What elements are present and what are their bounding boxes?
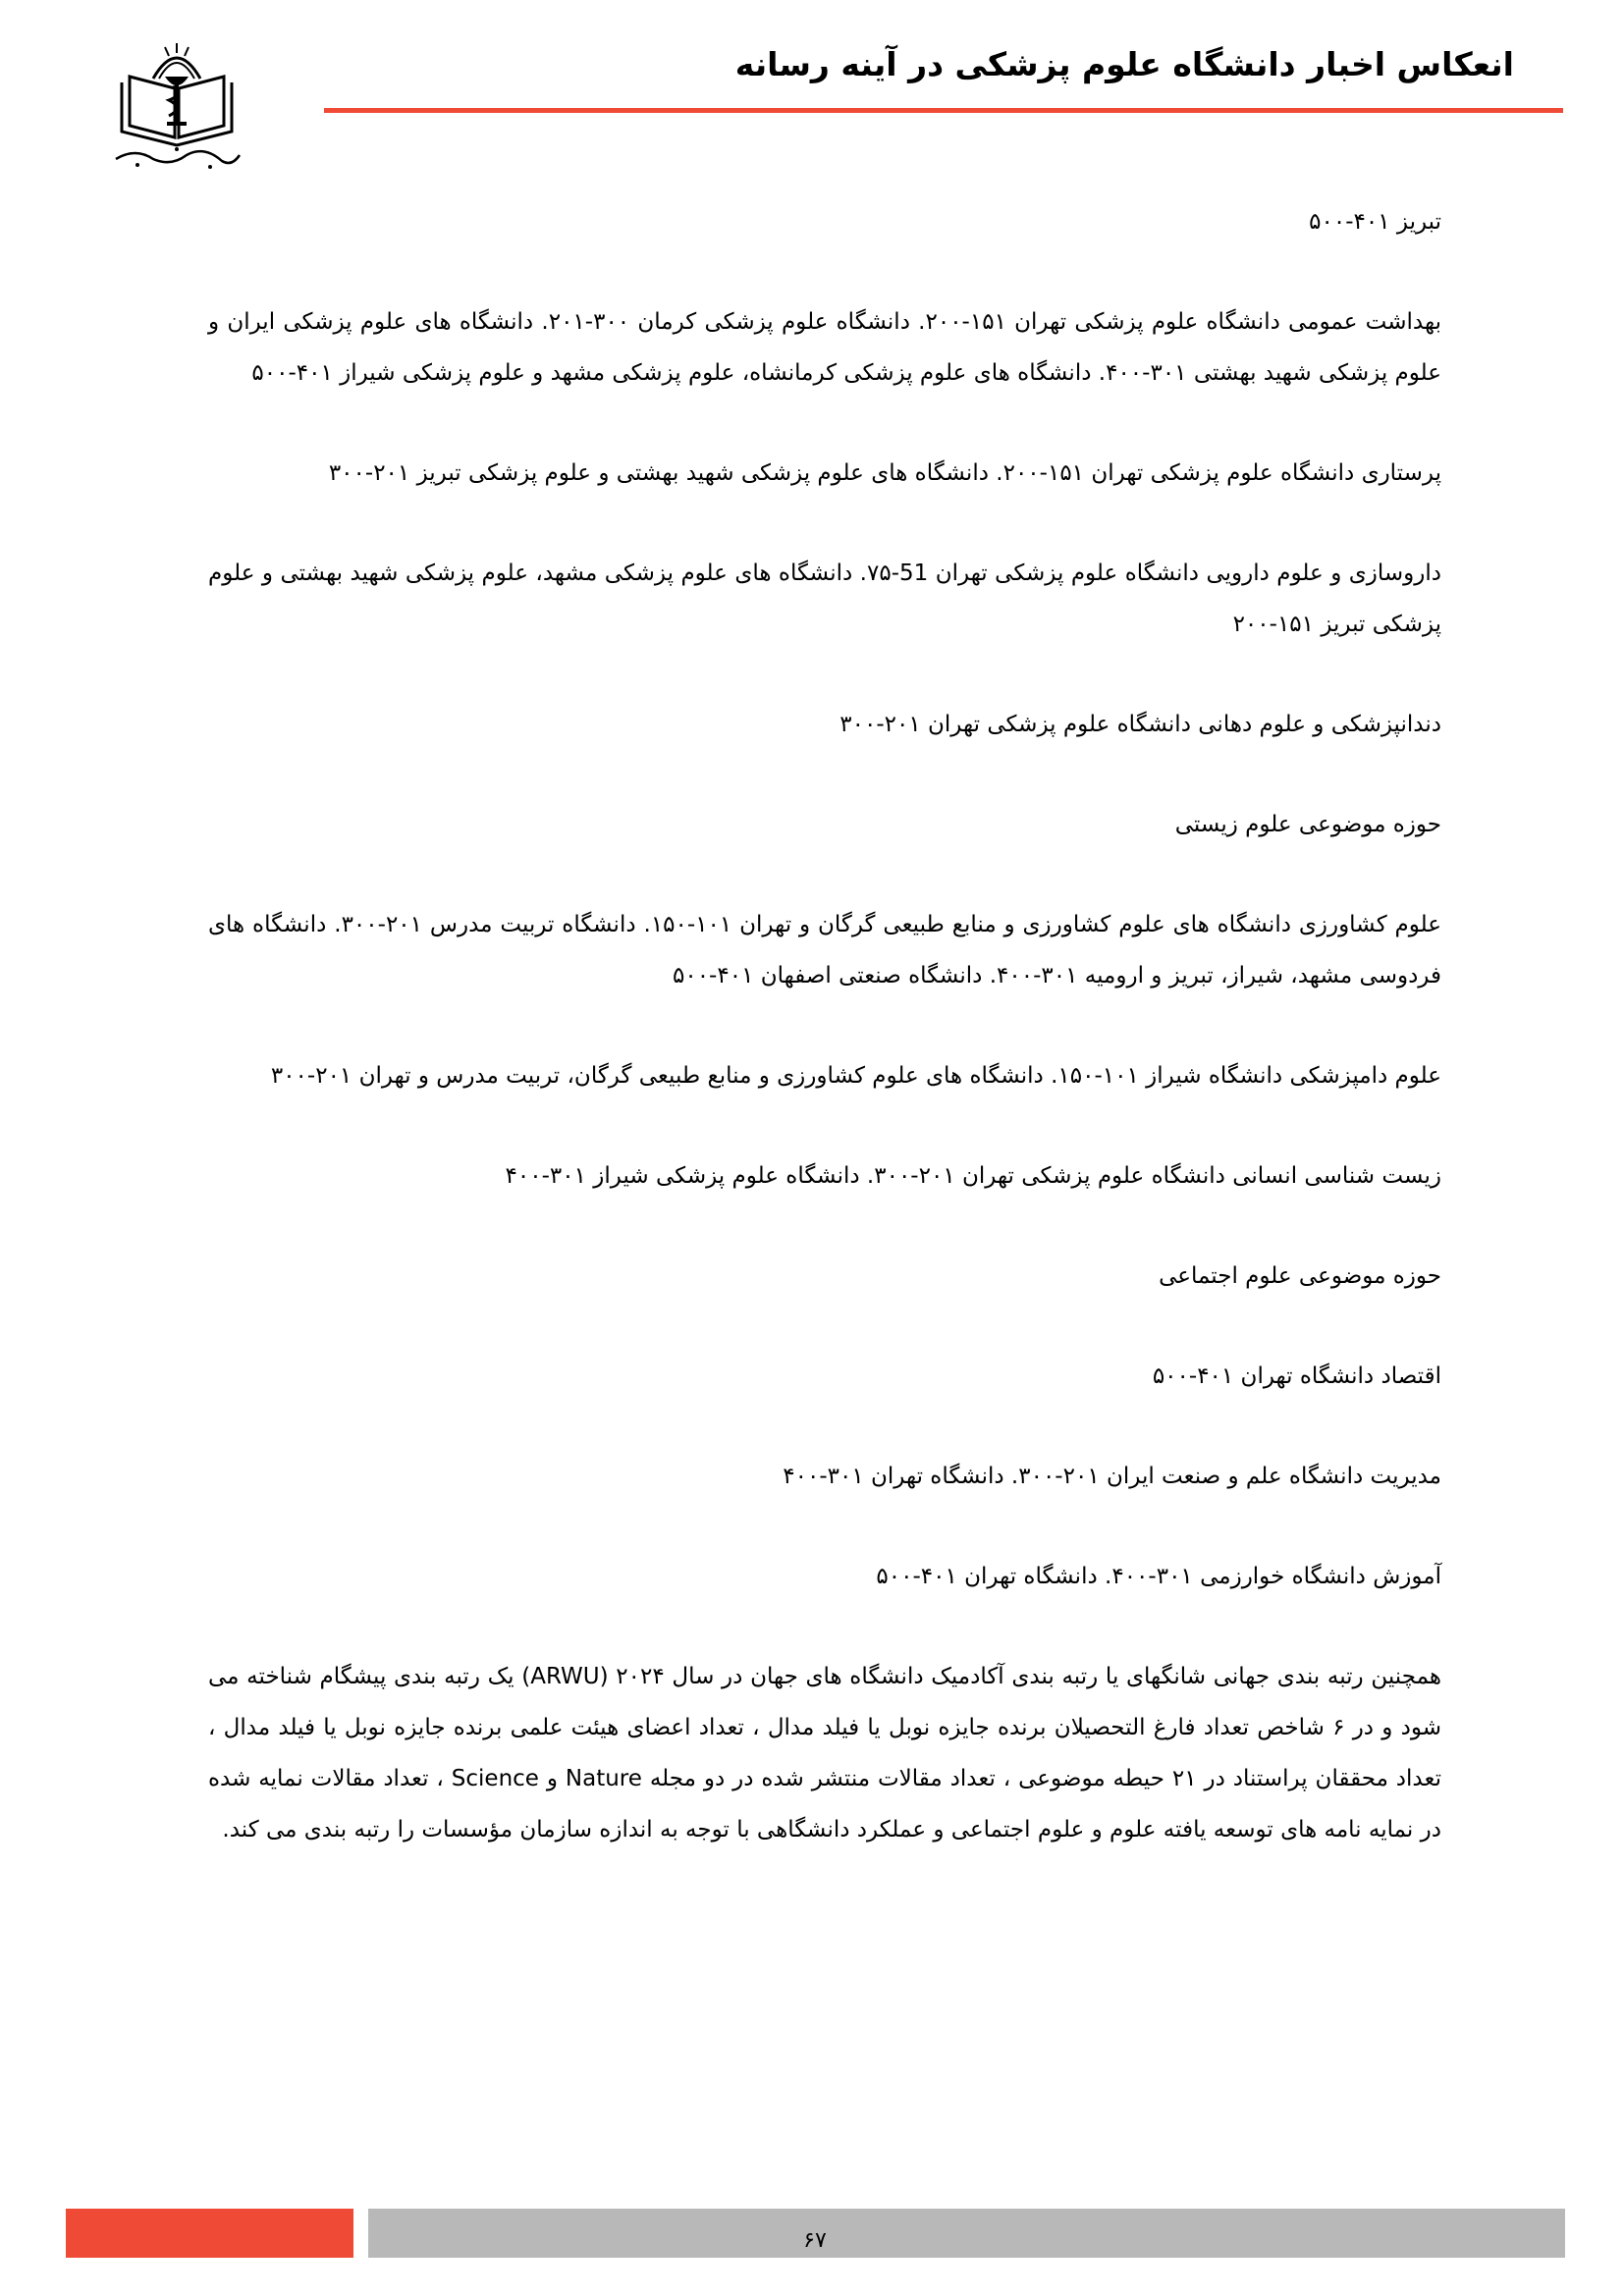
paragraph-human-biology: زیست شناسی انسانی دانشگاه علوم پزشکی تهران ۲۰۱-۳۰۰. دانشگاه علوم پزشکی شیراز ۳۰۱-۴۰۰ <box>505 1163 1441 1189</box>
logo-icon <box>108 39 245 172</box>
paragraph-economics: اقتصاد دانشگاه تهران ۴۰۱-۵۰۰ <box>1152 1363 1441 1389</box>
header-divider <box>324 108 1563 113</box>
paragraph-tabriz-rank: تبریز ۴۰۱-۵۰۰ <box>1309 209 1441 235</box>
paragraph-public-health: بهداشت عمومی دانشگاه علوم پزشکی تهران ۱۵۱-۲۰۰. دانشگاه علوم پزشکی کرمان ۳۰۰-۲۰۱. دانشگاه های علوم پزشکی ایران و علوم پزشکی شهید بهشتی ۳۰۱-۴۰۰. دانشگاه های علوم پزشکی کرمانشاه، علوم پزشکی مشهد و علوم پزشکی شیراز ۴۰۱-۵۰۰ <box>208 309 1441 386</box>
section-heading-life-sciences: حوزه موضوعی علوم زیستی <box>1174 812 1441 837</box>
footer-bar <box>368 2209 1565 2258</box>
paragraph-dentistry: دندانپزشکی و علوم دهانی دانشگاه علوم پزشکی تهران ۲۰۱-۳۰۰ <box>839 712 1441 737</box>
paragraph-management: مدیریت دانشگاه علم و صنعت ایران ۲۰۱-۳۰۰. دانشگاه تهران ۳۰۱-۴۰۰ <box>783 1464 1441 1489</box>
section-heading-social-sciences: حوزه موضوعی علوم اجتماعی <box>1159 1263 1441 1289</box>
footer-accent-bar <box>66 2209 353 2258</box>
document-body <box>208 196 1441 1855</box>
paragraph-veterinary: علوم دامپزشکی دانشگاه شیراز ۱۰۱-۱۵۰. دانشگاه های علوم کشاورزی و منابع طبیعی گرگان، تربیت مدرس و تهران ۲۰۱-۳۰۰ <box>270 1063 1441 1089</box>
paragraph-education: آموزش دانشگاه خوارزمی ۳۰۱-۴۰۰. دانشگاه تهران ۴۰۱-۵۰۰ <box>876 1564 1441 1589</box>
paragraph-agriculture: علوم کشاورزی دانشگاه های علوم کشاورزی و منابع طبیعی گرگان و تهران ۱۰۱-۱۵۰. دانشگاه تربیت مدرس ۲۰۱-۳۰۰. دانشگاه های فردوسی مشهد، شیراز، تبریز و ارومیه ۳۰۱-۴۰۰. دانشگاه صنعتی اصفهان ۴۰۱-۵۰۰ <box>208 912 1442 988</box>
page-number: ۶۷ <box>803 2228 827 2253</box>
paragraph-arwu-description: همچنین رتبه بندی جهانی شانگهای یا رتبه بندی آکادمیک دانشگاه های جهان در سال ۲۰۲۴ (ARWU) یک رتبه بندی پیشگام شناخته می شود و در ۶ شاخص تعداد فارغ التحصیلان برنده جایزه نوبل یا فیلد مدال ، تعداد اعضای هیئت علمی برنده جایزه نوبل یا فیلد مدال ، تعداد محققان پراستناد در ۲۱ حیطه موضوعی ، تعداد مقالات منتشر شده در دو مجله Nature و Science ، تعداد مقالات نمایه شده در نمایه نامه های توسعه یافته علوم و علوم اجتماعی و عملکرد دانشگاهی با توجه به اندازه سازمان مؤسسات را رتبه بندی می کند. <box>208 1664 1442 1842</box>
paragraph-nursing: پرستاری دانشگاه علوم پزشکی تهران ۱۵۱-۲۰۰. دانشگاه های علوم پزشکی شهید بهشتی و علوم پزشکی تبریز ۲۰۱-۳۰۰ <box>328 460 1441 486</box>
paragraph-pharmacy: داروسازی و علوم دارویی دانشگاه علوم پزشکی تهران 51-۷۵. دانشگاه های علوم پزشکی مشهد، علوم پزشکی شهید بهشتی و علوم پزشکی تبریز ۱۵۱-۲۰۰ <box>208 561 1441 637</box>
document-header-title: انعکاس اخبار دانشگاه علوم پزشکی در آینه رسانه <box>734 45 1514 83</box>
mashhad-university-of-medical-sciences-logo <box>108 39 245 172</box>
